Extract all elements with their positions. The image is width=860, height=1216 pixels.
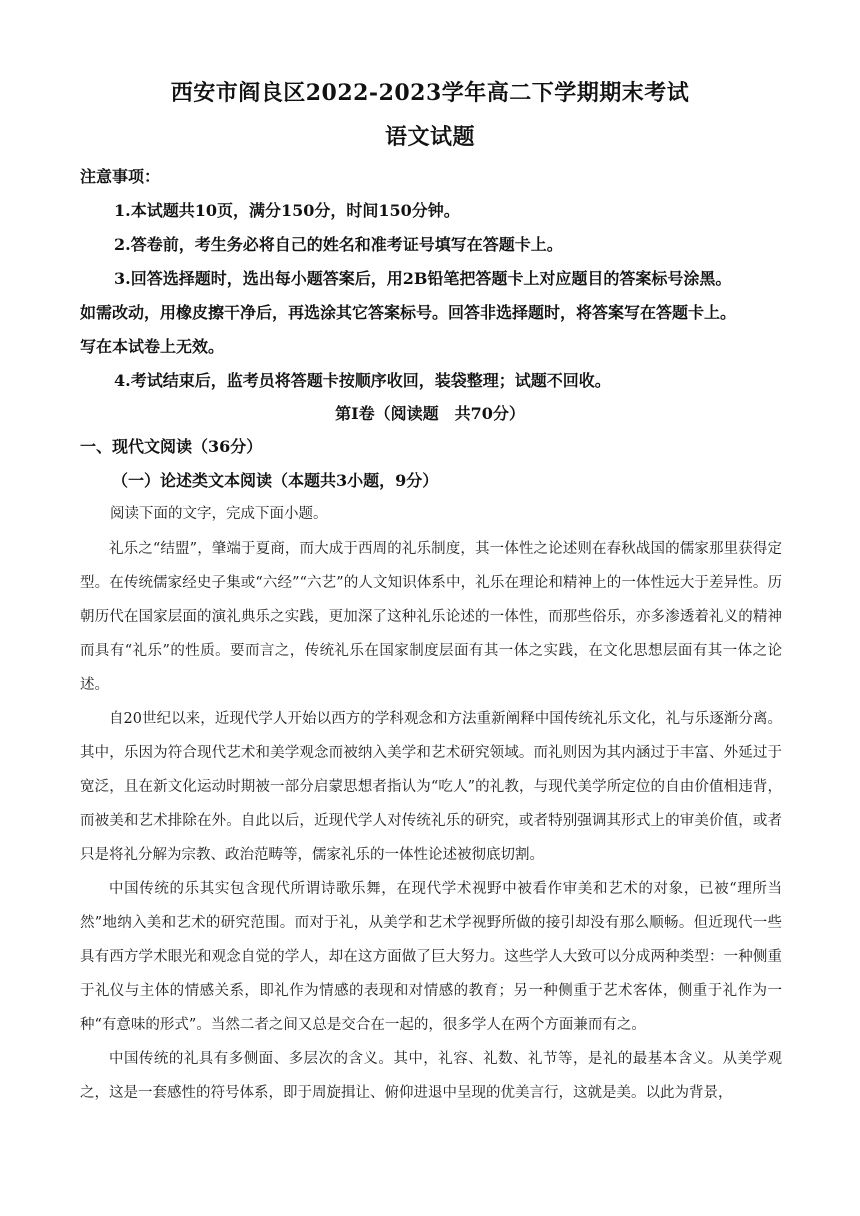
- reading-instruction: 阅读下面的文字，完成下面小题。: [110, 506, 328, 522]
- notice-item-3-line-2: 如需改动，用橡皮擦干净后，再选涂其它答案标号。回答非选择题时，将答案写在答题卡上。: [80, 303, 737, 322]
- notice-item-2: 2.答卷前，考生务必将自己的姓名和准考证号填写在答题卡上。: [114, 235, 563, 254]
- subsection-heading: （一）论述类文本阅读（本题共3小题，9分）: [112, 471, 439, 490]
- notice-heading: 注意事项：: [80, 167, 161, 186]
- notice-item-3-line-1: 3.回答选择题时，选出每小题答案后，用2B铅笔把答题卡上对应题目的答案标号涂黑。: [114, 269, 732, 288]
- passage-paragraph-2: 自20世纪以来，近现代学人开始以西方的学科观念和方法重新阐释中国传统礼乐文化，礼与乐逐渐分离。其中，乐因为符合现代艺术和美学观念而被纳入美学和艺术研究领域。而礼则因为其内涵过于丰富、外延过于宽泛，且在新文化运动时期被一部分启蒙思想者指认为“吃人”的礼教，与现代美学所定位的自由价值相违背，而被美和艺术排除在外。自此以后，近现代学人对传统礼乐的研究，或者特别强调其形式上的审美价值，或者只是将礼分解为宗教、政治范畴等，儒家礼乐的一体性论述被彻底切割。: [80, 711, 782, 863]
- notice-item-1: 1.本试题共10页，满分150分，时间150分钟。: [114, 201, 460, 220]
- section-heading: 一、现代文阅读（36分）: [80, 437, 263, 456]
- notice-item-3-line-3: 写在本试卷上无效。: [80, 337, 225, 356]
- notice-item-4: 4.考试结束后，监考员将答题卡按顺序收回，装袋整理；试题不回收。: [114, 371, 611, 390]
- exam-title: 西安市阎良区2022-2023学年高二下学期期末考试: [170, 80, 690, 106]
- passage-paragraph-4: 中国传统的礼具有多侧面、多层次的含义。其中，礼容、礼数、礼节等，是礼的最基本含义。从美学观之，这是一套感性的符号体系，即于周旋揖让、俯仰进退中呈现的优美言行，这就是美。以此为背景，: [80, 1051, 782, 1101]
- passage-paragraph-1: 礼乐之“结盟”，肇端于夏商，而大成于西周的礼乐制度，其一体性之论述则在春秋战国的儒家那里获得定型。在传统儒家经史子集或“六经”“六艺”的人文知识体系中，礼乐在理论和精神上的一体性远大于差异性。历朝历代在国家层面的演礼典乐之实践，更加深了这种礼乐论述的一体性，而那些俗乐，亦多渗透着礼义的精神而具有“礼乐”的性质。要而言之，传统礼乐在国家制度层面有其一体之实践，在文化思想层面有其一体之论述。: [80, 541, 782, 693]
- passage-paragraph-3: 中国传统的乐其实包含现代所谓诗歌乐舞，在现代学术视野中被看作审美和艺术的对象，已被“理所当然”地纳入美和艺术的研究范围。而对于礼，从美学和艺术学视野所做的接引却没有那么顺畅。但近现代一些具有西方学术眼光和观念自觉的学人，却在这方面做了巨大努力。这些学人大致可以分成两种类型：一种侧重于礼仪与主体的情感关系，即礼作为情感的表现和对情感的教育；另一种侧重于艺术客体，侧重于礼作为一种“有意味的形式”。当然二者之间又总是交合在一起的，很多学人在两个方面兼而有之。: [80, 881, 782, 1033]
- part-title: 第Ⅰ卷（阅读题 共70分）: [335, 404, 525, 423]
- exam-subtitle: 语文试题: [384, 124, 475, 150]
